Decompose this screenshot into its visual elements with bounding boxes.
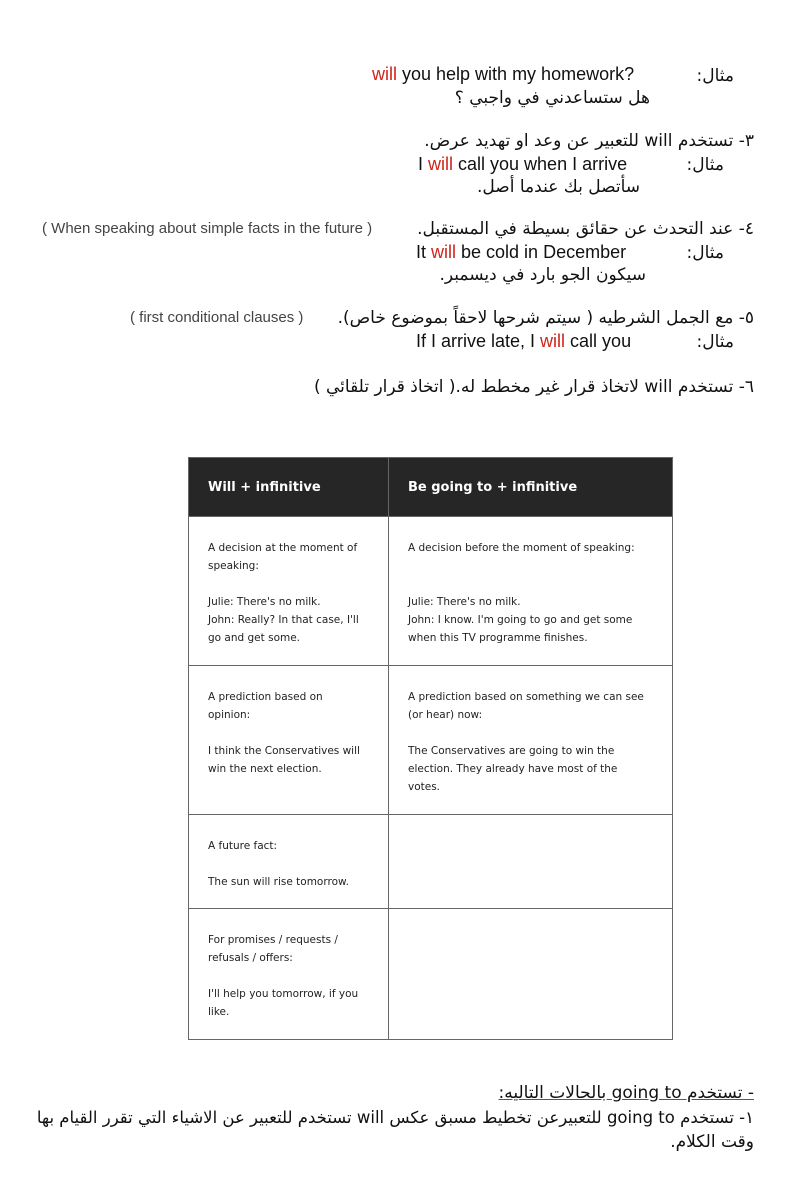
rule-5-english: ( first conditional clauses ) — [130, 309, 304, 326]
table-row — [189, 814, 672, 908]
going-to-rule-1-cont: وقت الكلام. — [670, 1132, 754, 1152]
table-cell — [189, 517, 388, 665]
rule-4-english: ( When speaking about simple facts in the future ) — [42, 220, 373, 237]
rule-3: ٣- تستخدم will للتعبير عن وعد او تهديد عرض. — [424, 131, 754, 151]
cell-title: A future fact: — [208, 840, 278, 852]
header-going-to: Be going to + infinitive — [388, 458, 672, 516]
table-cell — [388, 666, 672, 814]
example-sentence — [416, 242, 626, 263]
will-word: will — [372, 64, 397, 84]
header-will: Will + infinitive — [208, 480, 321, 495]
sentence-pre: If I arrive late, I — [416, 331, 541, 351]
comparison-table — [188, 457, 673, 1040]
cell-body: I think the Conservatives will win the next election. — [208, 745, 360, 775]
example-label: مثال: — [696, 66, 734, 86]
example-label: مثال: — [696, 332, 734, 352]
table-cell — [388, 517, 672, 665]
rule-6: ٦- تستخدم will لاتخاذ قرار غير مخطط له.( اتخاذ قرار تلقائي ) — [313, 377, 754, 397]
cell-title: For promises / requests / refusals / offers: — [208, 934, 338, 964]
sentence-rest: call you when I arrive — [453, 154, 628, 174]
sentence-pre: It — [416, 242, 432, 262]
example-label: مثال: — [686, 155, 724, 175]
example-sentence — [372, 64, 634, 85]
table-cell — [189, 909, 388, 1039]
example-sentence — [418, 154, 627, 175]
table-cell — [189, 815, 388, 908]
cell-title: A decision before the moment of speaking: — [408, 542, 635, 554]
cell-title: A decision at the moment of speaking: — [208, 542, 358, 572]
table-header — [189, 458, 672, 516]
table-row — [189, 665, 672, 814]
table-cell — [189, 666, 388, 814]
table-row — [189, 908, 672, 1039]
cell-title: A prediction based on opinion: — [208, 691, 323, 721]
cell-body: John: Really? In that case, I'll go and get some. — [208, 614, 359, 644]
cell-body: Julie: There's no milk. — [208, 596, 321, 608]
will-word: will — [431, 242, 457, 262]
example-translation: سأتصل بك عندما أصل. — [477, 177, 640, 197]
cell-body: John: I know. I'm going to go and get some when this TV programme finishes. — [408, 614, 633, 644]
cell-body: The Conservatives are going to win the election. They already have most of the votes. — [408, 745, 618, 793]
sentence-pre: I — [418, 154, 429, 174]
cell-body: The sun will rise tomorrow. — [208, 876, 349, 888]
table-cell-empty — [388, 909, 672, 1039]
cell-body: I'll help you tomorrow, if you like. — [208, 988, 359, 1018]
example-translation: سيكون الجو بارد في ديسمبر. — [439, 265, 646, 285]
example-label: مثال: — [686, 243, 724, 263]
cell-title: A prediction based on something we can see (or hear) now: — [408, 691, 644, 721]
cell-body: Julie: There's no milk. — [408, 596, 521, 608]
going-to-rule-1: ١- تستخدم going to للتعبيرعن تخطيط مسبق عكس will تستخدم للتعبير عن الاشياء التي تقرر القيام بها — [36, 1108, 754, 1127]
example-sentence — [416, 331, 631, 352]
table-row — [189, 516, 672, 665]
will-word: will — [428, 154, 454, 174]
example-translation: هل ستساعدني في واجبي ؟ — [454, 88, 650, 108]
sentence-rest: you help with my homework? — [397, 64, 635, 84]
will-word: will — [540, 331, 566, 351]
table-cell-empty — [388, 815, 672, 908]
rule-4: ٤- عند التحدث عن حقائق بسيطة في المستقبل. — [417, 219, 754, 239]
rule-5: ٥- مع الجمل الشرطيه ( سيتم شرحها لاحقاً بموضوع خاص). — [337, 308, 754, 328]
going-to-heading: - تستخدم going to بالحالات التاليه: — [498, 1083, 754, 1103]
sentence-rest: call you — [565, 331, 632, 351]
sentence-rest: be cold in December — [456, 242, 627, 262]
